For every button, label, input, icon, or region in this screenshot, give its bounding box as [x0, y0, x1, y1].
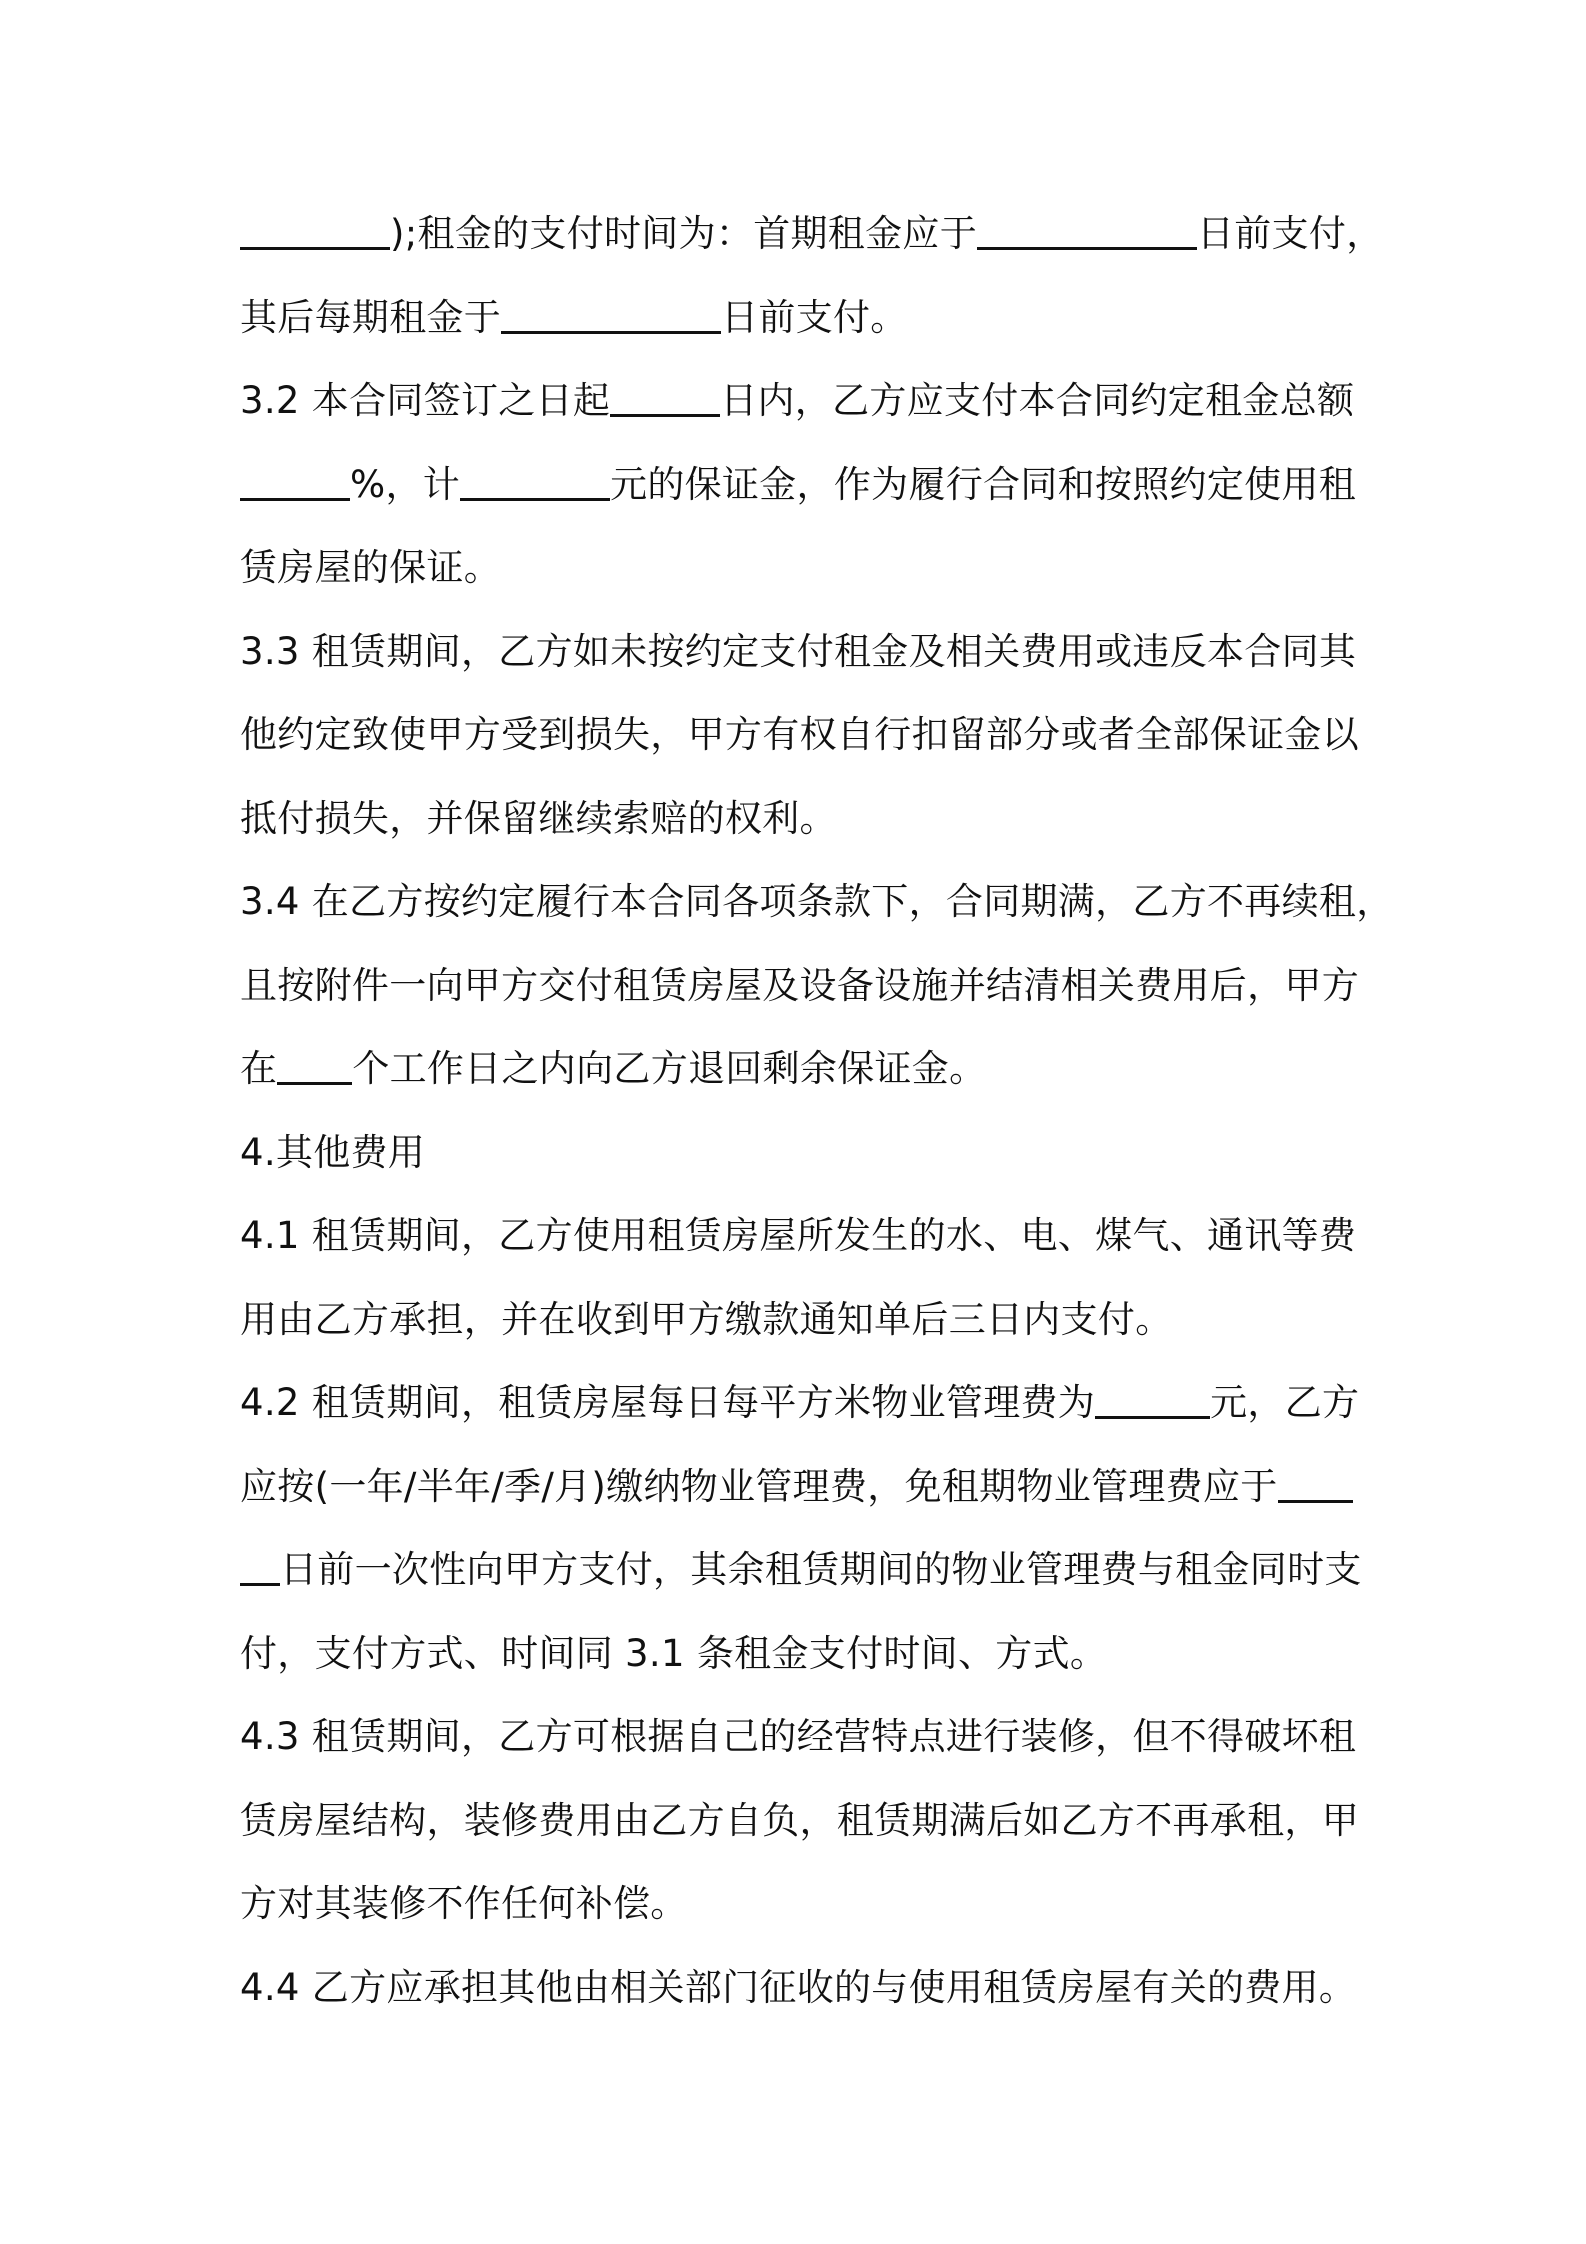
clause-3-4-line-2: 且按附件一向甲方交付租赁房屋及设备设施并结清相关费用后，甲方	[240, 963, 1359, 1007]
blank-underline	[240, 464, 350, 501]
blank-underline	[501, 297, 721, 334]
section-4-heading: 4.其他费用	[240, 1130, 426, 1174]
clause-4-1-line-1: 4.1 租赁期间，乙方使用租赁房屋所发生的水、电、煤气、通讯等费	[240, 1214, 1357, 1257]
blank-underline	[277, 1048, 352, 1085]
clause-4-4-line-1: 4.4 乙方应承担其他由相关部门征收的与使用租赁房屋有关的费用。	[240, 1965, 1357, 2009]
clause-3-3-line-2: 他约定致使甲方受到损失，甲方有权自行扣留部分或者全部保证金以	[240, 713, 1359, 756]
clause-3-3-line-3: 抵付损失，并保留继续索赔的权利。	[240, 796, 837, 840]
blank-underline	[460, 464, 610, 501]
blank-underline	[240, 1549, 280, 1586]
clause-4-2-line-2: 应按(一年/半年/季/月)缴纳物业管理费，免租期物业管理费应于	[240, 1445, 1360, 1529]
blank-underline	[240, 213, 390, 250]
clause-3-2-line-1: 3.2 本合同签订之日起 日内，乙方应支付本合同约定租金总额	[240, 379, 1355, 422]
clause-3-2-line-3: 赁房屋的保证。	[240, 546, 502, 589]
blank-underline	[977, 213, 1197, 250]
clause-4-2-line-1: 4.2 租赁期间，租赁房屋每日每平方米物业管理费为 元，乙方	[240, 1381, 1360, 1424]
clause-3-3-line-1: 3.3 租赁期间，乙方如未按约定支付租金及相关费用或违反本合同其	[240, 629, 1357, 673]
clause-3-2-line-2: %，计 元的保证金，作为履行合同和按照约定使用租	[240, 443, 1360, 527]
clause-3-4-line-1: 3.4 在乙方按约定履行本合同各项条款下，合同期满，乙方不再续租，	[240, 880, 1394, 923]
blank-underline	[610, 380, 720, 417]
text-line-1: );租金的支付时间为：首期租金应于 日前支付，	[240, 192, 1360, 276]
clause-4-2-line-4: 付，支付方式、时间同 3.1 条租金支付时间、方式。	[240, 1631, 1108, 1675]
text-line-2: 其后每期租金于 日前支付。	[240, 295, 908, 339]
clause-4-3-line-1: 4.3 租赁期间，乙方可根据自己的经营特点进行装修，但不得破坏租	[240, 1715, 1357, 1758]
blank-underline	[1095, 1382, 1210, 1419]
clause-4-3-line-2: 赁房屋结构，装修费用由乙方自负，租赁期满后如乙方不再承租，甲	[240, 1798, 1359, 1842]
document-body	[240, 192, 1394, 2029]
clause-4-3-line-3: 方对其装修不作任何补偿。	[240, 1882, 688, 1925]
clause-4-2-line-3: 日前一次性向甲方支付，其余租赁期间的物业管理费与租金同时支	[240, 1528, 1360, 1612]
clause-3-4-line-3: 在 个工作日之内向乙方退回剩余保证金。	[240, 1047, 987, 1090]
clause-4-1-line-2: 用由乙方承担，并在收到甲方缴款通知单后三日内支付。	[240, 1297, 1173, 1341]
blank-underline	[1278, 1466, 1353, 1503]
